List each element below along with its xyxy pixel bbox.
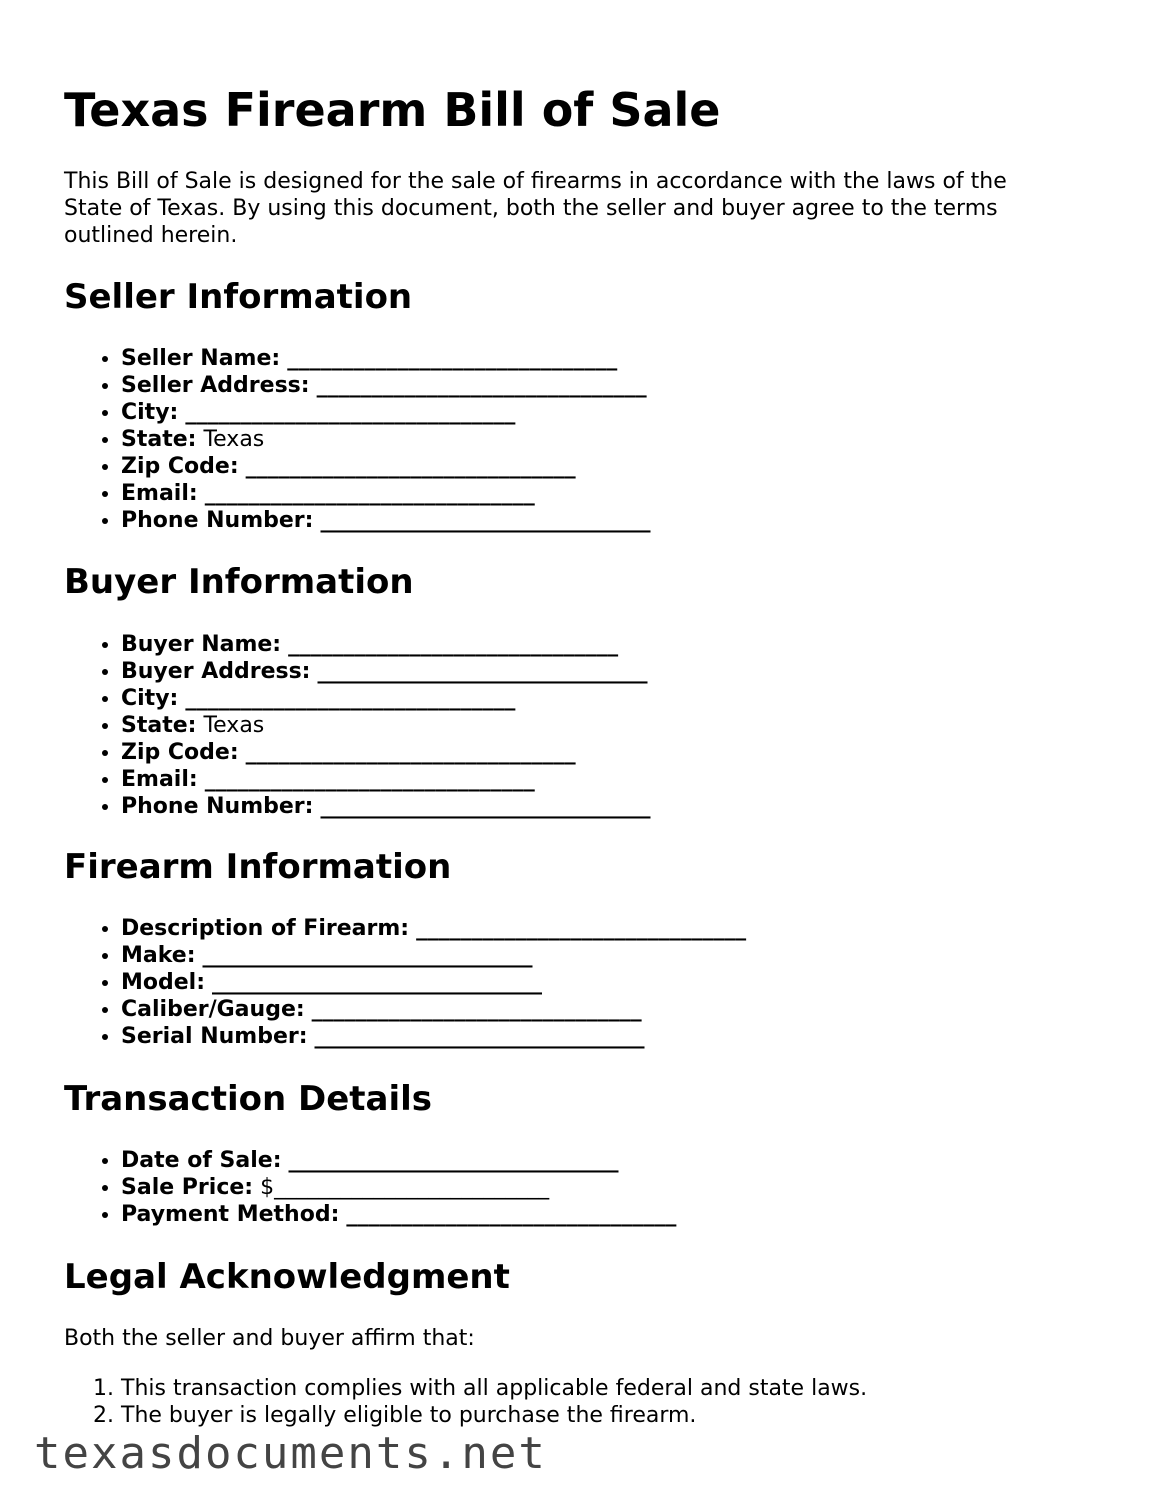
buyer-email-blank: ______________________________ bbox=[204, 767, 535, 792]
seller-city-blank: ______________________________ bbox=[185, 400, 516, 425]
buyer-address-field: • Buyer Address: ______________________________ bbox=[121, 658, 650, 685]
firearm-description-blank: ______________________________ bbox=[416, 916, 747, 941]
buyer-state-value: Texas bbox=[203, 713, 265, 738]
firearm-description-field: • Description of Firearm: ______________________________ bbox=[121, 915, 746, 942]
seller-city-field: • City: ______________________________ bbox=[121, 399, 650, 426]
seller-name-field: • Seller Name: ______________________________ bbox=[121, 345, 650, 372]
affirmation-item: 2. The buyer is legally eligible to purchase the firearm. bbox=[121, 1402, 867, 1429]
firearm-heading: Firearm Information bbox=[64, 847, 452, 887]
seller-email-field: • Email: ______________________________ bbox=[121, 480, 650, 507]
seller-heading: Seller Information bbox=[64, 277, 413, 317]
sale-price-field: • Sale Price: $_________________________ bbox=[121, 1174, 676, 1201]
sale-date-blank: ______________________________ bbox=[288, 1148, 619, 1173]
seller-phone-blank: ______________________________ bbox=[320, 508, 651, 533]
sale-price-blank: $_________________________ bbox=[260, 1175, 550, 1200]
seller-address-blank: ______________________________ bbox=[316, 373, 647, 398]
buyer-name-blank: ______________________________ bbox=[288, 632, 619, 657]
buyer-phone-field: • Phone Number: ______________________________ bbox=[121, 793, 650, 820]
buyer-zip-field: • Zip Code: ______________________________ bbox=[121, 739, 650, 766]
legal-heading: Legal Acknowledgment bbox=[64, 1257, 510, 1297]
firearm-model-field: • Model: ______________________________ bbox=[121, 969, 746, 996]
buyer-heading: Buyer Information bbox=[64, 562, 414, 602]
buyer-state-field: • State: Texas bbox=[121, 712, 650, 739]
buyer-zip-blank: ______________________________ bbox=[245, 740, 576, 765]
buyer-fields bbox=[64, 631, 650, 820]
seller-zip-field: • Zip Code: ______________________________ bbox=[121, 453, 650, 480]
seller-fields bbox=[64, 345, 650, 534]
intro-paragraph: This Bill of Sale is designed for the sale of firearms in accordance with the laws of the State of Texas. By using this document, both the seller and buyer agree to the terms outlined herein. bbox=[64, 169, 1007, 248]
firearm-serial-blank: ______________________________ bbox=[314, 1024, 645, 1049]
firearm-caliber-blank: ______________________________ bbox=[311, 997, 642, 1022]
buyer-email-field: • Email: ______________________________ bbox=[121, 766, 650, 793]
legal-lead: Both the seller and buyer affirm that: bbox=[64, 1326, 475, 1351]
firearm-make-blank: ______________________________ bbox=[202, 943, 533, 968]
seller-state-field: • State: Texas bbox=[121, 426, 650, 453]
transaction-heading: Transaction Details bbox=[64, 1079, 433, 1119]
seller-zip-blank: ______________________________ bbox=[245, 454, 576, 479]
transaction-fields bbox=[64, 1147, 676, 1228]
firearm-model-blank: ______________________________ bbox=[212, 970, 543, 995]
payment-method-blank: ______________________________ bbox=[346, 1202, 677, 1227]
buyer-name-field: • Buyer Name: ______________________________ bbox=[121, 631, 650, 658]
firearm-serial-field: • Serial Number: ______________________________ bbox=[121, 1023, 746, 1050]
document-title: Texas Firearm Bill of Sale bbox=[64, 83, 721, 137]
sale-date-field: • Date of Sale: ______________________________ bbox=[121, 1147, 676, 1174]
firearm-caliber-field: • Caliber/Gauge: ______________________________ bbox=[121, 996, 746, 1023]
affirmation-item: 1. This transaction complies with all applicable federal and state laws. bbox=[121, 1375, 867, 1402]
buyer-city-blank: ______________________________ bbox=[185, 686, 516, 711]
seller-state-value: Texas bbox=[203, 427, 265, 452]
site-watermark: texasdocuments.net bbox=[34, 1428, 547, 1479]
seller-email-blank: ______________________________ bbox=[204, 481, 535, 506]
buyer-address-blank: ______________________________ bbox=[317, 659, 648, 684]
buyer-phone-blank: ______________________________ bbox=[320, 794, 651, 819]
seller-address-field: • Seller Address: ______________________________ bbox=[121, 372, 650, 399]
firearm-fields bbox=[64, 915, 746, 1050]
seller-phone-field: • Phone Number: ______________________________ bbox=[121, 507, 650, 534]
seller-name-blank: ______________________________ bbox=[287, 346, 618, 371]
buyer-city-field: • City: ______________________________ bbox=[121, 685, 650, 712]
legal-affirmations bbox=[64, 1375, 867, 1429]
firearm-make-field: • Make: ______________________________ bbox=[121, 942, 746, 969]
payment-method-field: • Payment Method: ______________________________ bbox=[121, 1201, 676, 1228]
